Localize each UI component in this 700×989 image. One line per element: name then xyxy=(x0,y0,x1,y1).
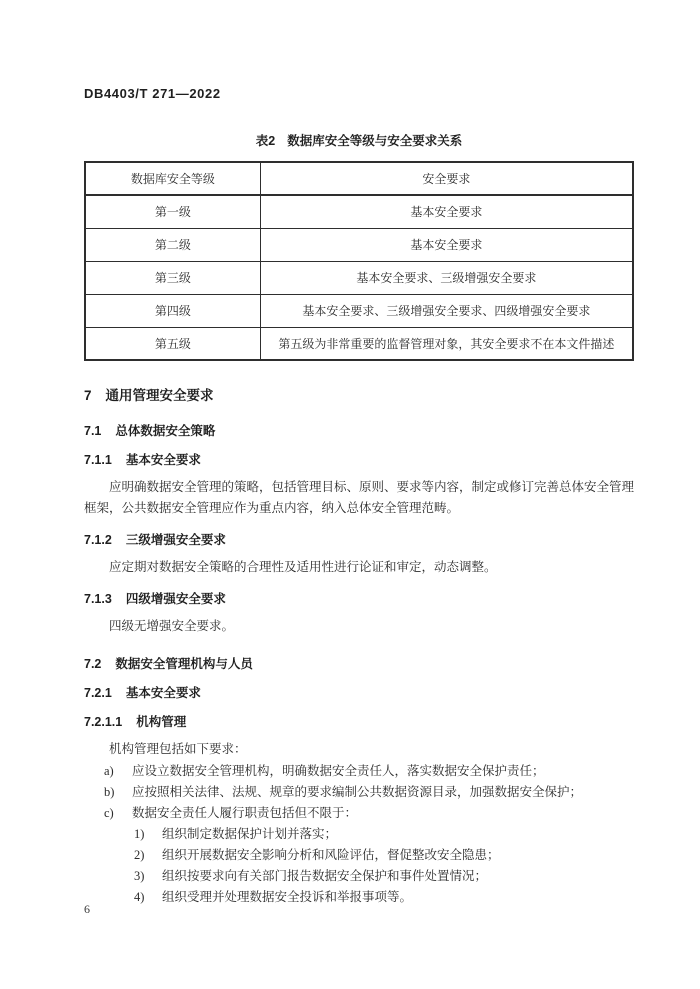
table-header-row xyxy=(85,162,633,195)
list-item-a xyxy=(104,761,634,782)
section-number: 7.2 xyxy=(84,657,102,671)
table-header-requirement: 安全要求 xyxy=(260,162,633,195)
table-cell-level: 第一级 xyxy=(85,195,260,228)
section-heading-7 xyxy=(84,384,634,404)
page-number: 6 xyxy=(84,902,90,916)
list-item-3 xyxy=(134,866,634,887)
table-cell-requirement: 第五级为非常重要的监督管理对象，其安全要求不在本文件描述 xyxy=(260,327,633,360)
paragraph: 应定期对数据安全策略的合理性及适用性进行论证和审定，动态调整。 xyxy=(109,560,497,574)
table-header-level: 数据库安全等级 xyxy=(85,162,260,195)
table-row xyxy=(85,294,633,327)
paragraph: 四级无增强安全要求。 xyxy=(109,619,235,633)
section-number: 7.2.1.1 xyxy=(84,715,123,729)
section-heading-7-1-1 xyxy=(84,450,634,468)
section-heading-7-1-2 xyxy=(84,530,634,548)
table-cell-level: 第二级 xyxy=(85,228,260,261)
section-title: 四级增强安全要求 xyxy=(125,592,226,606)
section-heading-7-2-1-1 xyxy=(84,712,634,730)
section-number: 7.1.3 xyxy=(84,592,112,606)
paragraph: 应明确数据安全管理的策略，包括管理目标、原则、要求等内容，制定或修订完善总体安全管理框架，公共数据安全管理应作为重点内容，纳入总体安全管理范畴。 xyxy=(84,480,635,515)
section-heading-7-1-3 xyxy=(84,589,634,607)
table-caption-label: 表2 xyxy=(255,134,276,148)
table-caption xyxy=(84,131,634,149)
table-cell-level: 第三级 xyxy=(85,261,260,294)
list-item-label: 2) xyxy=(134,847,145,862)
list-item-text: 应按照相关法律、法规、规章的要求编制公共数据资源目录，加强数据安全保护； xyxy=(132,784,583,799)
section-number: 7.2.1 xyxy=(84,686,112,700)
section-title: 总体数据安全策略 xyxy=(115,424,216,438)
table-row xyxy=(85,261,633,294)
section-number: 7.1.1 xyxy=(84,453,112,467)
table-row xyxy=(85,327,633,360)
section-title: 机构管理 xyxy=(136,715,187,729)
section-title: 基本安全要求 xyxy=(125,453,201,467)
table-cell-requirement: 基本安全要求 xyxy=(260,195,633,228)
list-item-b xyxy=(104,782,634,803)
list-item-c xyxy=(104,803,634,824)
table-cell-level: 第五级 xyxy=(85,327,260,360)
table-cell-level: 第四级 xyxy=(85,294,260,327)
list-item-label: c) xyxy=(104,805,114,820)
table-row xyxy=(85,228,633,261)
list-item-label: a) xyxy=(104,763,114,778)
list-item-label: 1) xyxy=(134,826,145,841)
list-item-2 xyxy=(134,845,634,866)
list-item-text: 组织制定数据保护计划并落实； xyxy=(162,826,338,841)
section-number: 7.1.2 xyxy=(84,533,112,547)
section-number: 7 xyxy=(84,388,92,403)
list-item-label: 4) xyxy=(134,889,145,904)
security-levels-table xyxy=(84,161,634,361)
table-cell-requirement: 基本安全要求、三级增强安全要求、四级增强安全要求 xyxy=(260,294,633,327)
section-number: 7.1 xyxy=(84,424,102,438)
section-heading-7-1 xyxy=(84,421,634,439)
table-cell-requirement: 基本安全要求、三级增强安全要求 xyxy=(260,261,633,294)
section-heading-7-2 xyxy=(84,654,634,672)
doc-number: DB4403/T 271—2022 xyxy=(84,86,221,101)
list-item-label: 3) xyxy=(134,868,145,883)
list-item-text: 组织按要求向有关部门报告数据安全保护和事件处置情况； xyxy=(162,868,488,883)
table-caption-text: 数据库安全等级与安全要求关系 xyxy=(287,134,463,148)
list-item-text: 应设立数据安全管理机构，明确数据安全责任人，落实数据安全保护责任； xyxy=(132,763,545,778)
list-item-text: 组织受理并处理数据安全投诉和举报事项等。 xyxy=(162,889,413,904)
table-row xyxy=(85,195,633,228)
table-cell-requirement: 基本安全要求 xyxy=(260,228,633,261)
list-item-text: 数据安全责任人履行职责包括但不限于： xyxy=(132,805,358,820)
section-title: 基本安全要求 xyxy=(125,686,201,700)
section-title: 数据安全管理机构与人员 xyxy=(115,657,253,671)
section-title: 通用管理安全要求 xyxy=(105,388,214,403)
list-item-1 xyxy=(134,824,634,845)
paragraph: 机构管理包括如下要求： xyxy=(109,742,247,756)
section-heading-7-2-1 xyxy=(84,683,634,701)
list-item-4 xyxy=(134,887,634,908)
section-title: 三级增强安全要求 xyxy=(125,533,226,547)
list-item-text: 组织开展数据安全影响分析和风险评估，督促整改安全隐患； xyxy=(162,847,500,862)
list-item-label: b) xyxy=(104,784,115,799)
